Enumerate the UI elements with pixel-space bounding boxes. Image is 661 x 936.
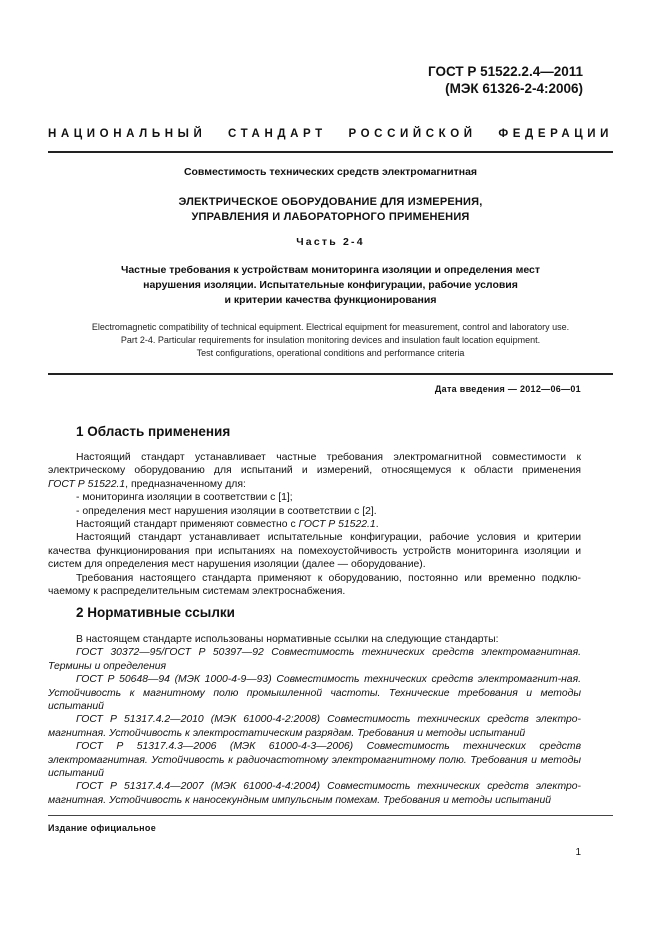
section-2-body (48, 633, 581, 807)
standard-reference: ГОСТ Р 51522.1 (298, 519, 376, 531)
paragraph: В настоящем стандарте использованы нормативные ссылки на следующие стандарты: (76, 634, 499, 645)
paragraph: Настоящий стандарт устанавливает испытательные конфигурации, рабочие условия и критерии качества функционирования при испытаниях на помехоустойчивость устройств мониторинга изоляции и систем для определения мест нарушения изоляции (далее — оборудование). (48, 532, 581, 571)
middle-rule (48, 373, 613, 375)
paragraph: Настоящий стандарт применяют совместно с ГОСТ Р 51522.1. (76, 519, 379, 531)
english-title-line: Test configurations, operational conditions and performance criteria (196, 348, 465, 358)
standard-title (60, 195, 601, 225)
paragraph: ГОСТ Р 51522.1, предназначенному для: (48, 478, 246, 490)
english-title-line: Part 2-4. Particular requirements for insulation monitoring devices and insulation fault location equipment. (120, 335, 541, 345)
title-line: УПРАВЛЕНИЯ И ЛАБОРАТОРНОГО ПРИМЕНЕНИЯ (191, 211, 470, 223)
normative-reference: ГОСТ Р 51317.4.4—2007 (МЭК 61000-4-4:2004) Совместимость технических средств электро-магнитная. Устойчивость к наносекундным импульсным помехам. Требования и методы испытаний (48, 781, 582, 806)
top-rule (48, 151, 613, 153)
list-item: - мониторинга изоляции в соответствии с [1]; (76, 492, 293, 504)
english-title-line: Electromagnetic compatibility of technical equipment. Electrical equipment for measurement, control and laboratory use. (91, 322, 570, 332)
paragraph: Настоящий стандарт устанавливает частные требования электромагнитной совместимости к (76, 452, 581, 463)
standard-subtitle: Совместимость технических средств электромагнитная (183, 166, 478, 178)
section-1-heading: 1 Область применения (76, 424, 231, 439)
title-line: ЭЛЕКТРИЧЕСКОЕ ОБОРУДОВАНИЕ ДЛЯ ИЗМЕРЕНИЯ, (178, 196, 483, 208)
footer-rule (48, 815, 613, 816)
official-edition-label: Издание официальное (48, 823, 157, 833)
national-standard-banner: НАЦИОНАЛЬНЫЙ СТАНДАРТ РОССИЙСКОЙ ФЕДЕРАЦИИ (48, 128, 613, 140)
normative-reference: ГОСТ Р 51317.4.3—2006 (МЭК 61000-4-3—2006) Совместимость технических средств электромагнитная. Устойчивость к радиочастотному электромагнитному полю. Требования и методы испытаний (48, 741, 582, 780)
section-2-heading: 2 Нормативные ссылки (76, 605, 235, 620)
paragraph: электрическому оборудованию для испытаний и измерений, относящемуся к области применения (48, 465, 581, 477)
description-line: нарушения изоляции. Испытательные конфигурации, рабочие условия (143, 279, 518, 291)
paragraph: Требования настоящего стандарта применяют к оборудованию, постоянно или временно подклю-чаемому к распределительным системам электроснабжения. (48, 572, 581, 598)
description-line: и критерии качества функционирования (224, 294, 437, 306)
introduction-date: Дата введения — 2012—06—01 (434, 384, 581, 394)
section-1-body (48, 451, 581, 598)
part-label: Часть 2-4 (296, 236, 365, 248)
standard-description (60, 263, 601, 308)
normative-reference: ГОСТ Р 51317.4.2—2010 (МЭК 61000-4-2:2008) Совместимость технических средств электро-магнитная. Устойчивость к электростатическим разрядам. Требования и методы испытаний (48, 714, 582, 739)
normative-reference: ГОСТ 30372—95/ГОСТ Р 50397—92 Совместимость технических средств электромагнитная. Термины и определения (48, 647, 582, 672)
description-line: Частные требования к устройствам мониторинга изоляции и определения мест (120, 264, 541, 276)
page-number: 1 (575, 847, 581, 858)
english-title (30, 321, 631, 360)
standard-reference: ГОСТ Р 51522.1 (48, 478, 126, 490)
list-item: - определения мест нарушения изоляции в соответствии с [2]. (76, 505, 377, 517)
standard-code: ГОСТ Р 51522.2.4—2011 (428, 64, 583, 79)
iec-code: (МЭК 61326-2-4:2006) (445, 81, 583, 96)
normative-reference: ГОСТ Р 50648—94 (МЭК 1000-4-9—93) Совместимость технических средств электромагнит-ная. Устойчивость к магнитному полю промышленной частоты. Технические требования и методы испытаний (48, 674, 582, 713)
